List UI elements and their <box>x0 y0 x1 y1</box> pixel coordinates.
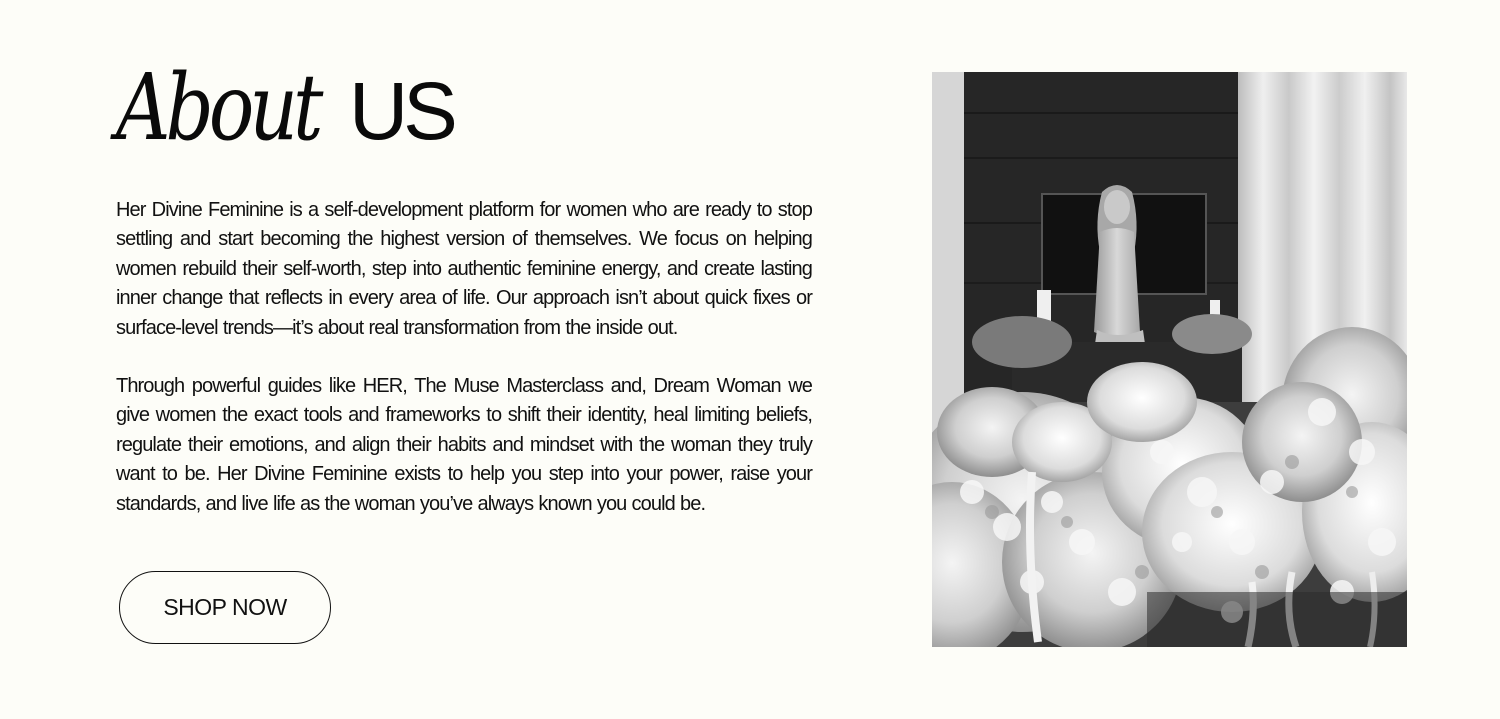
photo-illustration <box>932 72 1407 647</box>
title-sans-word: US <box>348 66 453 157</box>
about-paragraph-2: Through powerful guides like HER, The Muse Masterclass and, Dream Woman we give women the exact tools and frameworks to shift their identity, heal limiting beliefs, regulate their emotions, and align their habits and mindset with the woman they truly want to be. Her Divine Feminine exists to help you step into your power, raise your standards, and live life as the woman you’ve always known you could be. <box>116 375 812 515</box>
shop-now-button[interactable]: SHOP NOW <box>119 571 331 644</box>
about-photo <box>932 72 1407 647</box>
about-copy <box>116 196 812 548</box>
about-paragraph-1: Her Divine Feminine is a self-development platform for women who are ready to stop settling and start becoming the highest version of themselves. We focus on helping women rebuild their self-worth, step into authentic feminine energy, and create lasting inner change that reflects in every area of life. Our approach isn’t about quick fixes or surface-level trends—it’s about real transformation from the inside out. <box>116 199 812 339</box>
title-script-word: About <box>116 54 319 161</box>
page-title <box>116 54 453 161</box>
